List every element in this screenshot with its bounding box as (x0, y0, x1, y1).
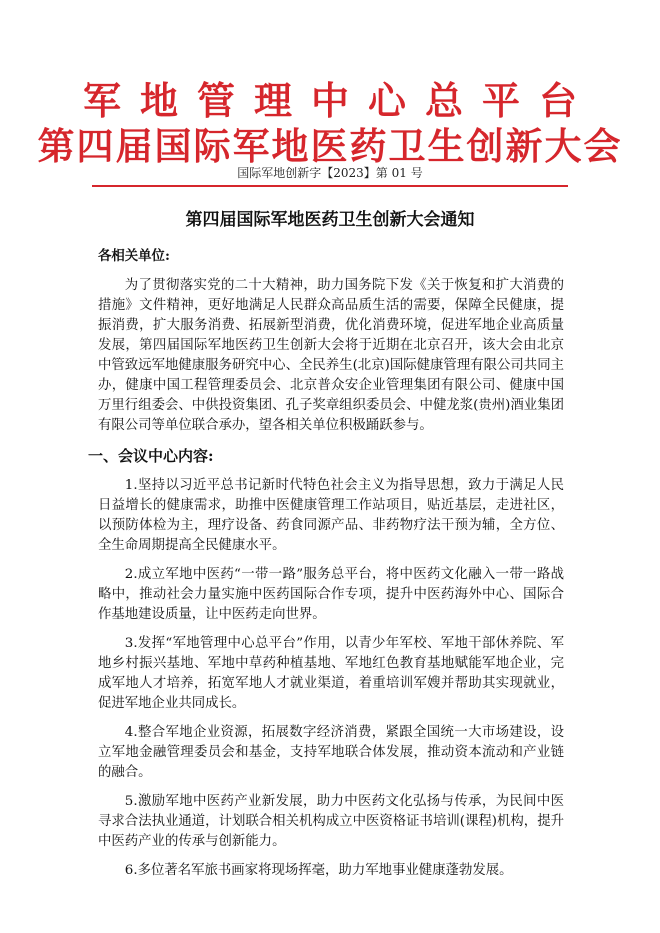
content-item-2: 2.成立军地中医药“一带一路”服务总平台，将中医药文化融入一带一路战略中，推动社会力量实施中医药国际合作专项，提升中医药海外中心、国际合作基地建设质量，让中医药走向世界。 (98, 567, 564, 622)
content-item-3: 3.发挥“军地管理中心总平台”作用，以青少年军校、军地干部休养院、军地乡村振兴基地、军地中草药种植基地、军地红色教育基地赋能军地企业，完成军地人才培养，拓宽军地人才就业渠道，着重培训军嫂并帮助其实现就业，促进军地企业共同成长。 (98, 636, 564, 711)
notice-title: 第四届国际军地医药卫生创新大会通知 (185, 210, 475, 230)
content-item-4: 4.整合军地企业资源，拓展数字经济消费，紧跟全国统一大市场建设，设立军地金融管理委员会和基金，支持军地联合体发展，推动资本流动和产业链的融合。 (98, 725, 564, 780)
salutation: 各相关单位: (98, 248, 170, 264)
event-name-header: 第四届国际军地医药卫生创新大会 (37, 124, 623, 168)
content-item-6: 6.多位著名军旅书画家将现场挥毫，助力军地事业健康蓬勃发展。 (124, 863, 513, 878)
header-divider (92, 185, 568, 187)
document-number: 国际军地创新字【2023】第 01 号 (237, 166, 423, 180)
org-name-header: 军地管理中心总平台 (82, 78, 596, 123)
content-item-1: 1.坚持以习近平总书记新时代特色社会主义为指导思想，致力于满足人民日益增长的健康需求，助推中医健康管理工作站项目，贴近基层，走进社区，以预防体检为主，理疗设备、药食同源产品、非药物疗法干预为辅，全方位、全生命周期提高全民健康水平。 (98, 478, 564, 553)
intro-paragraph: 为了贯彻落实党的二十大精神，助力国务院下发《关于恢复和扩大消费的措施》文件精神，更好地满足人民群众高品质生活的需要，保障全民健康，提振消费，扩大服务消费、拓展新型消费，优化消费环境，促进军地企业高质量发展，第四届国际军地医药卫生创新大会将于近期在北京召开，该大会由北京中管致远军地健康服务研究中心、全民养生(北京)国际健康管理有限公司共同主办，健康中国工程管理委员会、北京普众安企业管理集团有限公司、健康中国万里行组委会、中供投资集团、孔子奖章组织委员会、中健龙浆(贵州)酒业集团有限公司等单位联合承办，望各相关单位积极踊跃参与。 (98, 278, 564, 433)
section-heading-meeting-content: 一、会议中心内容: (88, 447, 214, 465)
notice-body (88, 246, 564, 890)
content-item-5: 5.激励军地中医药产业新发展，助力中医药文化弘扬与传承，为民间中医寻求合法执业通道，计划联合相关机构成立中医资格证书培训(课程)机构，提升中医药产业的传承与创新能力。 (98, 794, 564, 849)
